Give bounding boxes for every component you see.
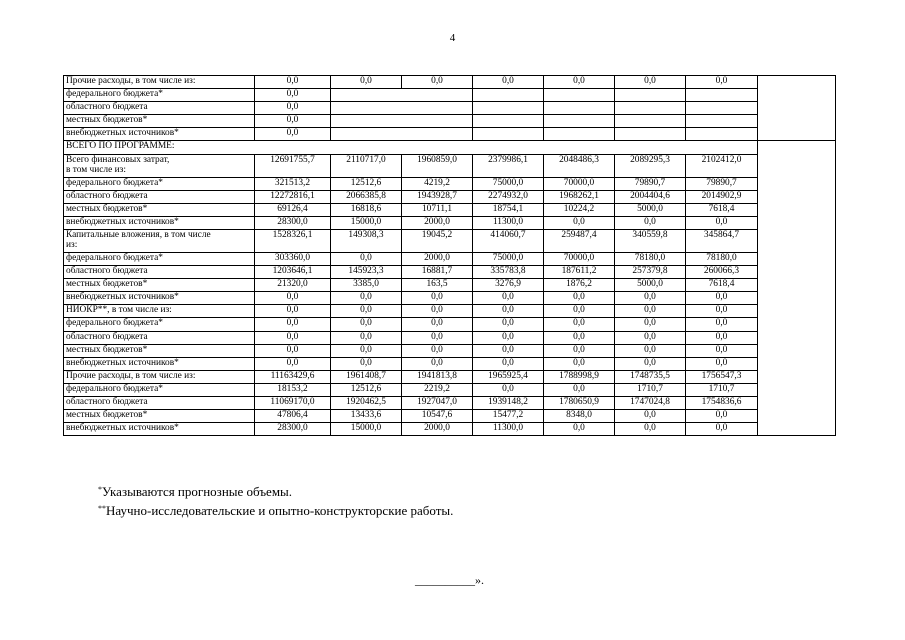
value-cell: 2379986,1: [473, 154, 544, 177]
empty-cell: [758, 76, 836, 141]
value-cell: 1965925,4: [473, 370, 544, 383]
table-row: [64, 357, 836, 370]
value-cell: 5000,0: [615, 203, 686, 216]
value-cell: 2000,0: [402, 216, 473, 229]
value-cell: 1710,7: [686, 383, 758, 396]
value-cell: 0,0: [686, 318, 758, 331]
value-cell: 12272816,1: [255, 190, 331, 203]
value-cell: 0,0: [615, 331, 686, 344]
value-cell: 1939148,2: [473, 396, 544, 409]
value-cell: 0,0: [255, 115, 331, 128]
value-cell: 0,0: [615, 216, 686, 229]
value-cell: 0,0: [402, 331, 473, 344]
value-cell: 0,0: [473, 344, 544, 357]
value-cell: 0,0: [544, 383, 615, 396]
value-cell: 0,0: [331, 76, 402, 89]
table-row: [64, 76, 836, 89]
value-cell: 15000,0: [331, 423, 402, 436]
row-label: областного бюджета: [64, 331, 255, 344]
row-label: областного бюджета: [64, 190, 255, 203]
value-cell: 1748735,5: [615, 370, 686, 383]
value-cell: 1876,2: [544, 279, 615, 292]
value-cell: 0,0: [331, 292, 402, 305]
row-label: федерального бюджета*: [64, 177, 255, 190]
table-row: [64, 410, 836, 423]
table-row: [64, 203, 836, 216]
row-label: местных бюджетов*: [64, 344, 255, 357]
value-cell: 0,0: [255, 128, 331, 141]
footnote-1: [98, 482, 453, 501]
value-cell: 0,0: [331, 305, 402, 318]
value-cell: 7618,4: [686, 203, 758, 216]
value-cell: 16818,6: [331, 203, 402, 216]
table-row: [64, 305, 836, 318]
empty-cell: [331, 89, 473, 102]
value-cell: 259487,4: [544, 229, 615, 252]
value-cell: 2000,0: [402, 423, 473, 436]
value-cell: 0,0: [686, 305, 758, 318]
empty-cell: [615, 89, 686, 102]
value-cell: 414060,7: [473, 229, 544, 252]
value-cell: 0,0: [473, 357, 544, 370]
value-cell: 0,0: [402, 76, 473, 89]
value-cell: 0,0: [544, 305, 615, 318]
value-cell: 19045,2: [402, 229, 473, 252]
value-cell: 0,0: [473, 292, 544, 305]
value-cell: 12691755,7: [255, 154, 331, 177]
table-row: [64, 216, 836, 229]
row-label: местных бюджетов*: [64, 410, 255, 423]
value-cell: 0,0: [473, 305, 544, 318]
table-row: [64, 331, 836, 344]
value-cell: 5000,0: [615, 279, 686, 292]
table-row: [64, 190, 836, 203]
table-row: [64, 423, 836, 436]
value-cell: 0,0: [544, 292, 615, 305]
value-cell: 1747024,8: [615, 396, 686, 409]
budget-table: [63, 75, 836, 436]
value-cell: 0,0: [473, 331, 544, 344]
footnote-mark: **: [98, 504, 106, 513]
row-label: местных бюджетов*: [64, 115, 255, 128]
value-cell: 340559,8: [615, 229, 686, 252]
table-row: [64, 396, 836, 409]
row-label: Прочие расходы, в том числе из:: [64, 76, 255, 89]
value-cell: 1780650,9: [544, 396, 615, 409]
section-title-row: [64, 141, 836, 154]
value-cell: 0,0: [615, 318, 686, 331]
value-cell: 0,0: [615, 410, 686, 423]
value-cell: 0,0: [255, 344, 331, 357]
value-cell: 11163429,6: [255, 370, 331, 383]
value-cell: 15477,2: [473, 410, 544, 423]
value-cell: 2000,0: [402, 252, 473, 265]
value-cell: 10711,1: [402, 203, 473, 216]
value-cell: 0,0: [331, 252, 402, 265]
value-cell: 145923,3: [331, 266, 402, 279]
value-cell: 69126,4: [255, 203, 331, 216]
row-label: внебюджетных источников*: [64, 216, 255, 229]
value-cell: 28300,0: [255, 423, 331, 436]
empty-cell: [615, 115, 686, 128]
value-cell: 2048486,3: [544, 154, 615, 177]
value-cell: 0,0: [255, 76, 331, 89]
table-row: [64, 229, 836, 252]
footnote-2: [98, 501, 453, 520]
value-cell: 0,0: [544, 357, 615, 370]
row-label: областного бюджета: [64, 102, 255, 115]
value-cell: 12512,6: [331, 177, 402, 190]
empty-cell: [331, 128, 473, 141]
row-label: местных бюджетов*: [64, 279, 255, 292]
value-cell: 0,0: [544, 331, 615, 344]
row-label: Всего финансовых затрат, в том числе из:: [64, 154, 255, 177]
table-row: [64, 89, 836, 102]
value-cell: 18153,2: [255, 383, 331, 396]
value-cell: 0,0: [402, 344, 473, 357]
table-row: [64, 177, 836, 190]
footnote-text: Указываются прогнозные объемы.: [102, 484, 293, 499]
value-cell: 1941813,8: [402, 370, 473, 383]
value-cell: 47806,4: [255, 410, 331, 423]
value-cell: 8348,0: [544, 410, 615, 423]
page-number: 4: [449, 32, 456, 44]
value-cell: 0,0: [544, 423, 615, 436]
value-cell: 0,0: [255, 318, 331, 331]
value-cell: 3276,9: [473, 279, 544, 292]
value-cell: 1920462,5: [331, 396, 402, 409]
value-cell: 1961408,7: [331, 370, 402, 383]
value-cell: 0,0: [331, 344, 402, 357]
value-cell: 257379,8: [615, 266, 686, 279]
value-cell: 70000,0: [544, 252, 615, 265]
value-cell: 0,0: [686, 423, 758, 436]
row-label: Прочие расходы, в том числе из:: [64, 370, 255, 383]
value-cell: 0,0: [615, 292, 686, 305]
value-cell: 11069170,0: [255, 396, 331, 409]
value-cell: 0,0: [686, 357, 758, 370]
empty-cell: [615, 102, 686, 115]
value-cell: 0,0: [615, 344, 686, 357]
value-cell: 0,0: [615, 423, 686, 436]
table-row: [64, 128, 836, 141]
row-label: местных бюджетов*: [64, 203, 255, 216]
value-cell: 1943928,7: [402, 190, 473, 203]
value-cell: 0,0: [255, 102, 331, 115]
row-label: областного бюджета: [64, 396, 255, 409]
value-cell: 1754836,6: [686, 396, 758, 409]
value-cell: 335783,8: [473, 266, 544, 279]
empty-cell: [758, 141, 836, 436]
table-row: [64, 115, 836, 128]
value-cell: 1710,7: [615, 383, 686, 396]
value-cell: 0,0: [615, 76, 686, 89]
value-cell: 2110717,0: [331, 154, 402, 177]
empty-cell: [686, 102, 758, 115]
table-row: [64, 252, 836, 265]
value-cell: 12512,6: [331, 383, 402, 396]
value-cell: 0,0: [686, 76, 758, 89]
value-cell: 78180,0: [615, 252, 686, 265]
empty-cell: [544, 102, 615, 115]
value-cell: 7618,4: [686, 279, 758, 292]
empty-cell: [686, 89, 758, 102]
value-cell: 0,0: [331, 331, 402, 344]
value-cell: 3385,0: [331, 279, 402, 292]
value-cell: 260066,3: [686, 266, 758, 279]
empty-cell: [473, 89, 544, 102]
value-cell: 345864,7: [686, 229, 758, 252]
value-cell: 187611,2: [544, 266, 615, 279]
empty-cell: [686, 115, 758, 128]
value-cell: 1968262,1: [544, 190, 615, 203]
value-cell: 1203646,1: [255, 266, 331, 279]
row-label: внебюджетных источников*: [64, 292, 255, 305]
value-cell: 303360,0: [255, 252, 331, 265]
value-cell: 10224,2: [544, 203, 615, 216]
value-cell: 1756547,3: [686, 370, 758, 383]
value-cell: 2274932,0: [473, 190, 544, 203]
value-cell: 79890,7: [686, 177, 758, 190]
empty-cell: [544, 128, 615, 141]
value-cell: 1788998,9: [544, 370, 615, 383]
row-label: федерального бюджета*: [64, 318, 255, 331]
value-cell: 0,0: [544, 216, 615, 229]
empty-cell: [686, 128, 758, 141]
row-label: внебюджетных источников*: [64, 357, 255, 370]
value-cell: 0,0: [255, 357, 331, 370]
row-label: НИОКР**, в том числе из:: [64, 305, 255, 318]
closing-mark: __________».: [415, 573, 484, 587]
value-cell: 0,0: [331, 357, 402, 370]
value-cell: 2089295,3: [615, 154, 686, 177]
value-cell: 21320,0: [255, 279, 331, 292]
value-cell: 28300,0: [255, 216, 331, 229]
empty-cell: [473, 128, 544, 141]
value-cell: 0,0: [544, 318, 615, 331]
value-cell: 75000,0: [473, 252, 544, 265]
value-cell: 0,0: [255, 89, 331, 102]
value-cell: 18754,1: [473, 203, 544, 216]
table-row: [64, 279, 836, 292]
table-row: [64, 370, 836, 383]
empty-cell: [331, 102, 473, 115]
footnote-mark: *: [98, 485, 102, 494]
empty-cell: [615, 128, 686, 141]
table-row: [64, 102, 836, 115]
table-row: [64, 344, 836, 357]
value-cell: 70000,0: [544, 177, 615, 190]
row-label: федерального бюджета*: [64, 89, 255, 102]
value-cell: 0,0: [255, 292, 331, 305]
value-cell: 1528326,1: [255, 229, 331, 252]
value-cell: 78180,0: [686, 252, 758, 265]
value-cell: 10547,6: [402, 410, 473, 423]
section-title: ВСЕГО ПО ПРОГРАММЕ:: [64, 141, 758, 154]
value-cell: 2004404,6: [615, 190, 686, 203]
empty-cell: [473, 102, 544, 115]
table-row: [64, 154, 836, 177]
value-cell: 75000,0: [473, 177, 544, 190]
value-cell: 0,0: [402, 318, 473, 331]
value-cell: 163,5: [402, 279, 473, 292]
row-label: Капитальные вложения, в том числе из:: [64, 229, 255, 252]
value-cell: 0,0: [615, 305, 686, 318]
value-cell: 0,0: [686, 344, 758, 357]
value-cell: 0,0: [473, 318, 544, 331]
value-cell: 13433,6: [331, 410, 402, 423]
value-cell: 16881,7: [402, 266, 473, 279]
row-label: федерального бюджета*: [64, 383, 255, 396]
empty-cell: [544, 89, 615, 102]
value-cell: 0,0: [686, 331, 758, 344]
row-label: областного бюджета: [64, 266, 255, 279]
value-cell: 11300,0: [473, 216, 544, 229]
row-label: внебюджетных источников*: [64, 128, 255, 141]
table-row: [64, 266, 836, 279]
value-cell: 0,0: [473, 383, 544, 396]
value-cell: 0,0: [686, 216, 758, 229]
footnote-text: Научно-исследовательские и опытно-конструкторские работы.: [106, 503, 454, 518]
value-cell: 0,0: [544, 76, 615, 89]
value-cell: 2066385,8: [331, 190, 402, 203]
row-label: федерального бюджета*: [64, 252, 255, 265]
table-row: [64, 292, 836, 305]
value-cell: 0,0: [255, 305, 331, 318]
empty-cell: [473, 115, 544, 128]
value-cell: 2014902,9: [686, 190, 758, 203]
empty-cell: [544, 115, 615, 128]
value-cell: 0,0: [402, 305, 473, 318]
value-cell: 2102412,0: [686, 154, 758, 177]
value-cell: 0,0: [473, 76, 544, 89]
value-cell: 0,0: [686, 292, 758, 305]
value-cell: 0,0: [615, 357, 686, 370]
value-cell: 79890,7: [615, 177, 686, 190]
value-cell: 149308,3: [331, 229, 402, 252]
value-cell: 2219,2: [402, 383, 473, 396]
value-cell: 4219,2: [402, 177, 473, 190]
value-cell: 11300,0: [473, 423, 544, 436]
value-cell: 1927047,0: [402, 396, 473, 409]
value-cell: 0,0: [331, 318, 402, 331]
row-label: внебюджетных источников*: [64, 423, 255, 436]
value-cell: 15000,0: [331, 216, 402, 229]
value-cell: 0,0: [255, 331, 331, 344]
value-cell: 0,0: [402, 292, 473, 305]
value-cell: 0,0: [402, 357, 473, 370]
value-cell: 0,0: [686, 410, 758, 423]
table-row: [64, 318, 836, 331]
footnotes: [98, 482, 453, 520]
value-cell: 0,0: [544, 344, 615, 357]
value-cell: 1960859,0: [402, 154, 473, 177]
empty-cell: [331, 115, 473, 128]
table-row: [64, 383, 836, 396]
value-cell: 321513,2: [255, 177, 331, 190]
